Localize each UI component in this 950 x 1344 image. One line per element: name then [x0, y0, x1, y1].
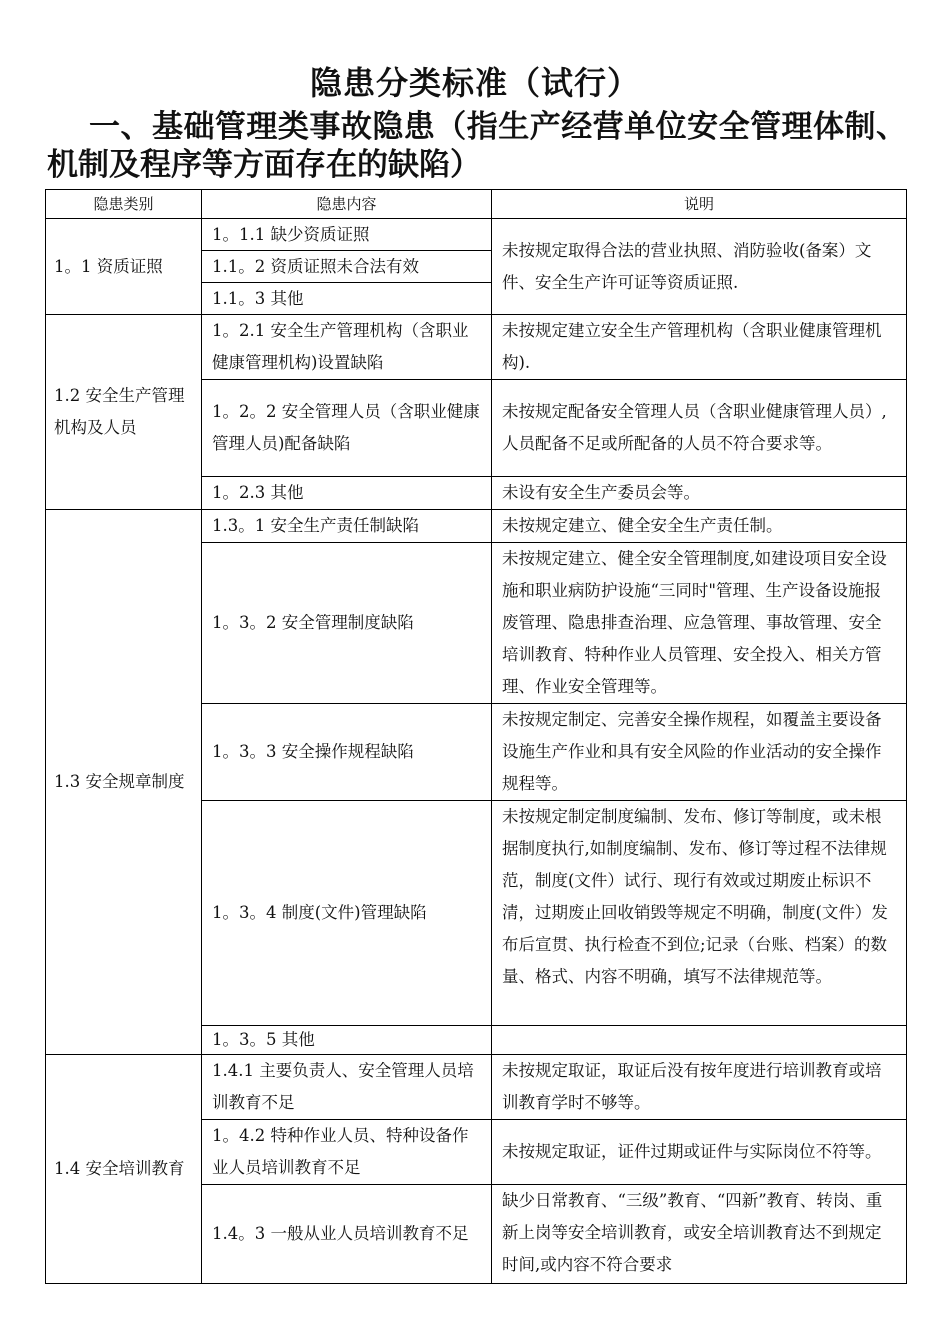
- note-cell: 未按规定制定、完善安全操作规程，如覆盖主要设备设施生产作业和具有安全风险的作业活动的安全操作规程等。: [492, 704, 907, 801]
- note-cell: 缺少日常教育、“三级”教育、“四新”教育、转岗、重新上岗等安全培训教育，或安全培训教育达不到规定时间,或内容不符合要求: [492, 1185, 907, 1284]
- header-content: 隐患内容: [202, 190, 492, 219]
- content-cell: 1。3。4 制度(文件)管理缺陷: [202, 801, 492, 1026]
- note-cell: 未按规定建立、健全安全管理制度,如建设项目安全设施和职业病防护设施“三同时"管理、生产设备设施报废管理、隐患排查治理、应急管理、事故管理、安全培训教育、特种作业人员管理、安全投入、相关方管理、作业安全管理等。: [492, 543, 907, 704]
- hazard-classification-table: [45, 189, 907, 1284]
- content-cell: 1.4。3 一般从业人员培训教育不足: [202, 1185, 492, 1284]
- category-cell: 1.2 安全生产管理机构及人员: [46, 315, 202, 510]
- content-cell: 1。3。5 其他: [202, 1026, 492, 1055]
- note-cell: [492, 1026, 907, 1055]
- note-cell: 未设有安全生产委员会等。: [492, 477, 907, 510]
- note-cell: 未按规定取得合法的营业执照、消防验收(备案）文件、安全生产许可证等资质证照.: [492, 219, 907, 315]
- header-category: 隐患类别: [46, 190, 202, 219]
- content-cell: 1。3。2 安全管理制度缺陷: [202, 543, 492, 704]
- category-cell: 1.4 安全培训教育: [46, 1055, 202, 1284]
- note-cell: 未按规定取证，取证后没有按年度进行培训教育或培训教育学时不够等。: [492, 1055, 907, 1120]
- content-cell: 1。3。3 安全操作规程缺陷: [202, 704, 492, 801]
- section-heading: 一、基础管理类事故隐患（指生产经营单位安全管理体制、机制及程序等方面存在的缺陷）: [47, 109, 907, 183]
- note-cell: 未按规定建立安全生产管理机构（含职业健康管理机构).: [492, 315, 907, 380]
- note-cell: 未按规定制定制度编制、发布、修订等制度，或未根据制度执行,如制度编制、发布、修订等过程不法律规范，制度(文件）试行、现行有效或过期废止标识不清，过期废止回收销毁等规定不明确，制度(文件）发布后宣贯、执行检查不到位;记录（台账、档案）的数量、格式、内容不明确，填写不法律规范等。: [492, 801, 907, 1026]
- category-cell: 1.3 安全规章制度: [46, 510, 202, 1055]
- table-row: [46, 219, 907, 251]
- content-cell: 1.1。3 其他: [202, 283, 492, 315]
- table-header-row: [46, 190, 907, 219]
- content-cell: 1.3。1 安全生产责任制缺陷: [202, 510, 492, 543]
- content-cell: 1。4.2 特种作业人员、特种设备作业人员培训教育不足: [202, 1120, 492, 1185]
- table-row: [46, 315, 907, 380]
- content-cell: 1。2.3 其他: [202, 477, 492, 510]
- note-cell: 未按规定建立、健全安全生产责任制。: [492, 510, 907, 543]
- note-cell: 未按规定配备安全管理人员（含职业健康管理人员）,人员配备不足或所配备的人员不符合要求等。: [492, 380, 907, 477]
- content-cell: 1。2.1 安全生产管理机构（含职业健康管理机构)设置缺陷: [202, 315, 492, 380]
- content-cell: 1.4.1 主要负责人、安全管理人员培训教育不足: [202, 1055, 492, 1120]
- header-note: 说明: [492, 190, 907, 219]
- page-title: 隐患分类标准（试行）: [309, 64, 640, 102]
- content-cell: 1。2。2 安全管理人员（含职业健康管理人员)配备缺陷: [202, 380, 492, 477]
- note-cell: 未按规定取证，证件过期或证件与实际岗位不符等。: [492, 1120, 907, 1185]
- table-row: [46, 1055, 907, 1120]
- content-cell: 1.1。2 资质证照未合法有效: [202, 251, 492, 283]
- category-cell: 1。1 资质证照: [46, 219, 202, 315]
- table-row: [46, 510, 907, 543]
- content-cell: 1。1.1 缺少资质证照: [202, 219, 492, 251]
